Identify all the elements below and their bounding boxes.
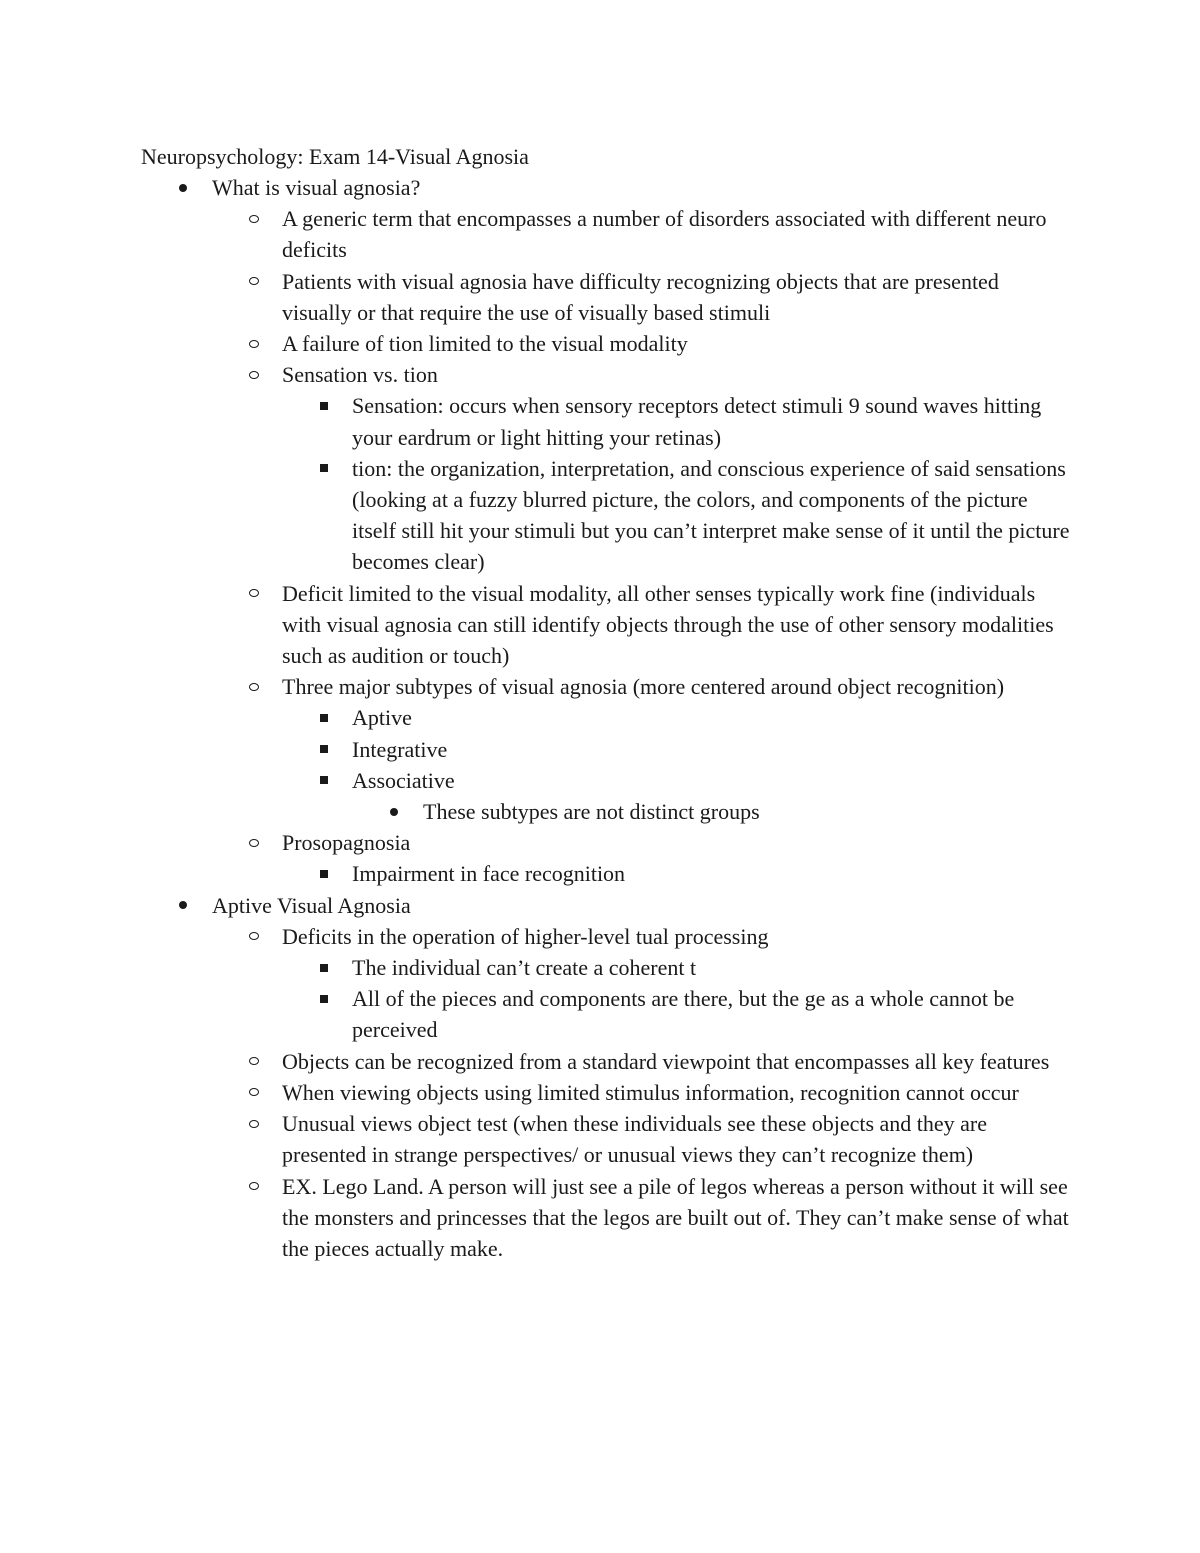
list-item	[0, 172, 1200, 203]
outline-list	[0, 172, 1200, 1264]
list-item	[0, 671, 1200, 702]
list-item	[0, 1046, 1200, 1077]
list-item	[0, 921, 1200, 952]
list-item	[0, 890, 1200, 921]
list-item-text: Deficits in the operation of higher-level tual processing	[282, 923, 769, 949]
list-item-text: Associative	[352, 767, 455, 793]
list-item	[0, 453, 1200, 578]
list-item	[0, 359, 1200, 390]
list-item	[0, 390, 1200, 452]
square-bullet-icon	[317, 983, 331, 1014]
list-item-text: What is visual agnosia?	[212, 175, 421, 200]
list-item-text: Prosopagnosia	[282, 830, 411, 856]
square-bullet-icon	[317, 734, 331, 765]
square-bullet-icon	[317, 390, 331, 421]
list-item	[0, 796, 1200, 827]
list-item-text: Three major subtypes of visual agnosia (more centered around object recognition)	[282, 674, 1005, 700]
list-item-text: A generic term that encompasses a number of disorders associated with different neuro deficits	[282, 206, 1047, 263]
list-item	[0, 578, 1200, 672]
hollow-bullet-icon	[247, 266, 261, 297]
list-item-text: Deficit limited to the visual modality, all other senses typically work fine (individuals with visual agnosia can still identify objects through the use of other sensory modalities such as audition or touch)	[282, 580, 1054, 669]
list-item	[0, 266, 1200, 328]
list-item-text: Patients with visual agnosia have difficulty recognizing objects that are presented visually or that require the use of visually based stimuli	[282, 268, 999, 325]
list-item-text: The individual can’t create a coherent t	[352, 955, 697, 981]
hollow-bullet-icon	[247, 1077, 261, 1108]
document-title: Neuropsychology: Exam 14-Visual Agnosia	[141, 144, 529, 169]
list-item-text: These subtypes are not distinct groups	[423, 799, 760, 825]
list-item-text: A failure of tion limited to the visual modality	[282, 331, 688, 357]
square-bullet-icon	[317, 765, 331, 796]
square-bullet-icon	[317, 952, 331, 983]
list-item-text: Objects can be recognized from a standard viewpoint that encompasses all key features	[282, 1048, 1050, 1074]
hollow-bullet-icon	[247, 1108, 261, 1139]
hollow-bullet-icon	[247, 328, 261, 359]
hollow-bullet-icon	[247, 1046, 261, 1077]
hollow-bullet-icon	[247, 671, 261, 702]
hollow-bullet-icon	[247, 921, 261, 952]
list-item	[0, 858, 1200, 889]
list-item-text: When viewing objects using limited stimulus information, recognition cannot occur	[282, 1079, 1019, 1105]
square-bullet-icon	[317, 453, 331, 484]
list-item-text: All of the pieces and components are there, but the ge as a whole cannot be perceived	[352, 986, 1015, 1043]
hollow-bullet-icon	[247, 203, 261, 234]
list-item-text: Aptive	[352, 705, 412, 731]
hollow-bullet-icon	[247, 578, 261, 609]
list-item-text: EX. Lego Land. A person will just see a pile of legos whereas a person without it will see the monsters and princesses that the legos are built out of. They can’t make sense of what the pieces actually make.	[282, 1173, 1069, 1261]
list-item-text: Unusual views object test (when these individuals see these objects and they are presented in strange perspectives/ or unusual views they can’t recognize them)	[282, 1111, 988, 1168]
square-bullet-icon	[317, 702, 331, 733]
solid-bullet-icon	[387, 796, 401, 827]
list-item-text: Sensation vs. tion	[282, 362, 438, 388]
hollow-bullet-icon	[247, 1171, 261, 1202]
list-item-text: Integrative	[352, 736, 448, 762]
list-item	[0, 983, 1200, 1045]
list-item	[0, 734, 1200, 765]
hollow-bullet-icon	[247, 827, 261, 858]
list-item-text: Impairment in face recognition	[352, 861, 626, 887]
hollow-bullet-icon	[247, 359, 261, 390]
solid-bullet-icon	[176, 890, 190, 921]
list-item	[0, 328, 1200, 359]
list-item	[0, 827, 1200, 858]
square-bullet-icon	[317, 858, 331, 889]
list-item-text: Aptive Visual Agnosia	[212, 892, 411, 918]
list-item	[0, 702, 1200, 733]
solid-bullet-icon	[176, 172, 190, 203]
list-item	[0, 1108, 1200, 1170]
list-item-text: tion: the organization, interpretation, and conscious experience of said sensations (looking at a fuzzy blurred picture, the colors, and components of the picture itself still hit your stimuli but you can’t interpret make sense of it until the picture becomes clear)	[352, 455, 1070, 575]
list-item	[0, 765, 1200, 796]
list-item	[0, 1077, 1200, 1108]
list-item	[0, 1171, 1200, 1265]
list-item-text: Sensation: occurs when sensory receptors detect stimuli 9 sound waves hitting your eardrum or light hitting your retinas)	[352, 393, 1042, 450]
list-item	[0, 203, 1200, 265]
list-item	[0, 952, 1200, 983]
